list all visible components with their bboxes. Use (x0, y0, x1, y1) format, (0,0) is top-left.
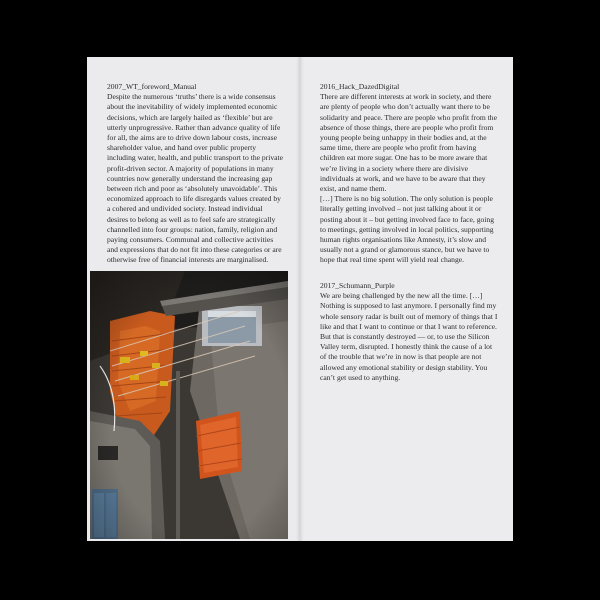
right-heading-1: 2016_Hack_DazedDigital (320, 82, 400, 91)
right-body-1: There are different interests at work in society, and there are plenty of people who don’t actually want there to be solidarity and peace. There are people who profit from the absence of those things, there are people who profit from young people being unhappy in their bodies and, at the same time, there are people who profit from having children eat more sugar. One has to be more aware that we’re living in a society where there are divisive individuals at work, and we have to be aware that they exist, and name them. (320, 92, 497, 194)
right-heading-2: 2017_Schumann_Purple (320, 281, 395, 290)
left-text-block (107, 82, 283, 266)
right-body-1b: […] There is no big solution. The only solution is people literally getting involved – not just talking about it or posting about it – but getting involved face to face, going to meetings, getting involved in local politics, supporting human rights organisations like Amnesty, it’s slow and usually not a grand or glamorous stance, but we have to hope that real time spent will yield real change. (320, 194, 494, 265)
booklet-spread (87, 57, 513, 541)
left-heading: 2007_WT_foreword_Manual (107, 82, 197, 91)
right-section-1 (320, 82, 498, 266)
building-photo-illustration (90, 271, 288, 539)
right-body-2: We are being challenged by the new all the time. […] Nothing is supposed to last anymore. I personally find my whole sensory radar is built out of memory of things that I like and that I want to continue or that I want to reference. But that is constantly destroyed — or, to use the Silicon Valley term, disrupted. I honestly think the cause of a lot of the trouble that we’re in now is that people are not allowed any emotional stability or design stability. You can’t get used to anything. (320, 291, 498, 382)
right-section-2 (320, 281, 498, 383)
right-page (300, 57, 513, 541)
left-body: Despite the numerous ‘truths’ there is a wide consensus about the inevitability of widely implemented economic decisions, which are largely hailed as ‘flexible’ but are utterly unprogressive. Rather than advance quality of life for all, the aims are to drive down labour costs, increase shareholder value, and hand over public property including water, health, and public transport to the private profit-driven sector. A majority of populations in many countries now generally understand the increasing gap between rich and poor as ‘absolutely unavoidable’. This economized approach to life disregards values created by a cohered and undivided society. Instead individual desires to belong as well as to feel safe are strategically channelled into four groups: nation, family, religion and paying consumers. Communal and collective activities and expressions that do not fit into these categories or are otherwise free of financial interests are marginalised. (107, 92, 283, 265)
spine-gutter (296, 57, 304, 541)
left-page (87, 57, 300, 541)
building-photo (90, 271, 288, 539)
